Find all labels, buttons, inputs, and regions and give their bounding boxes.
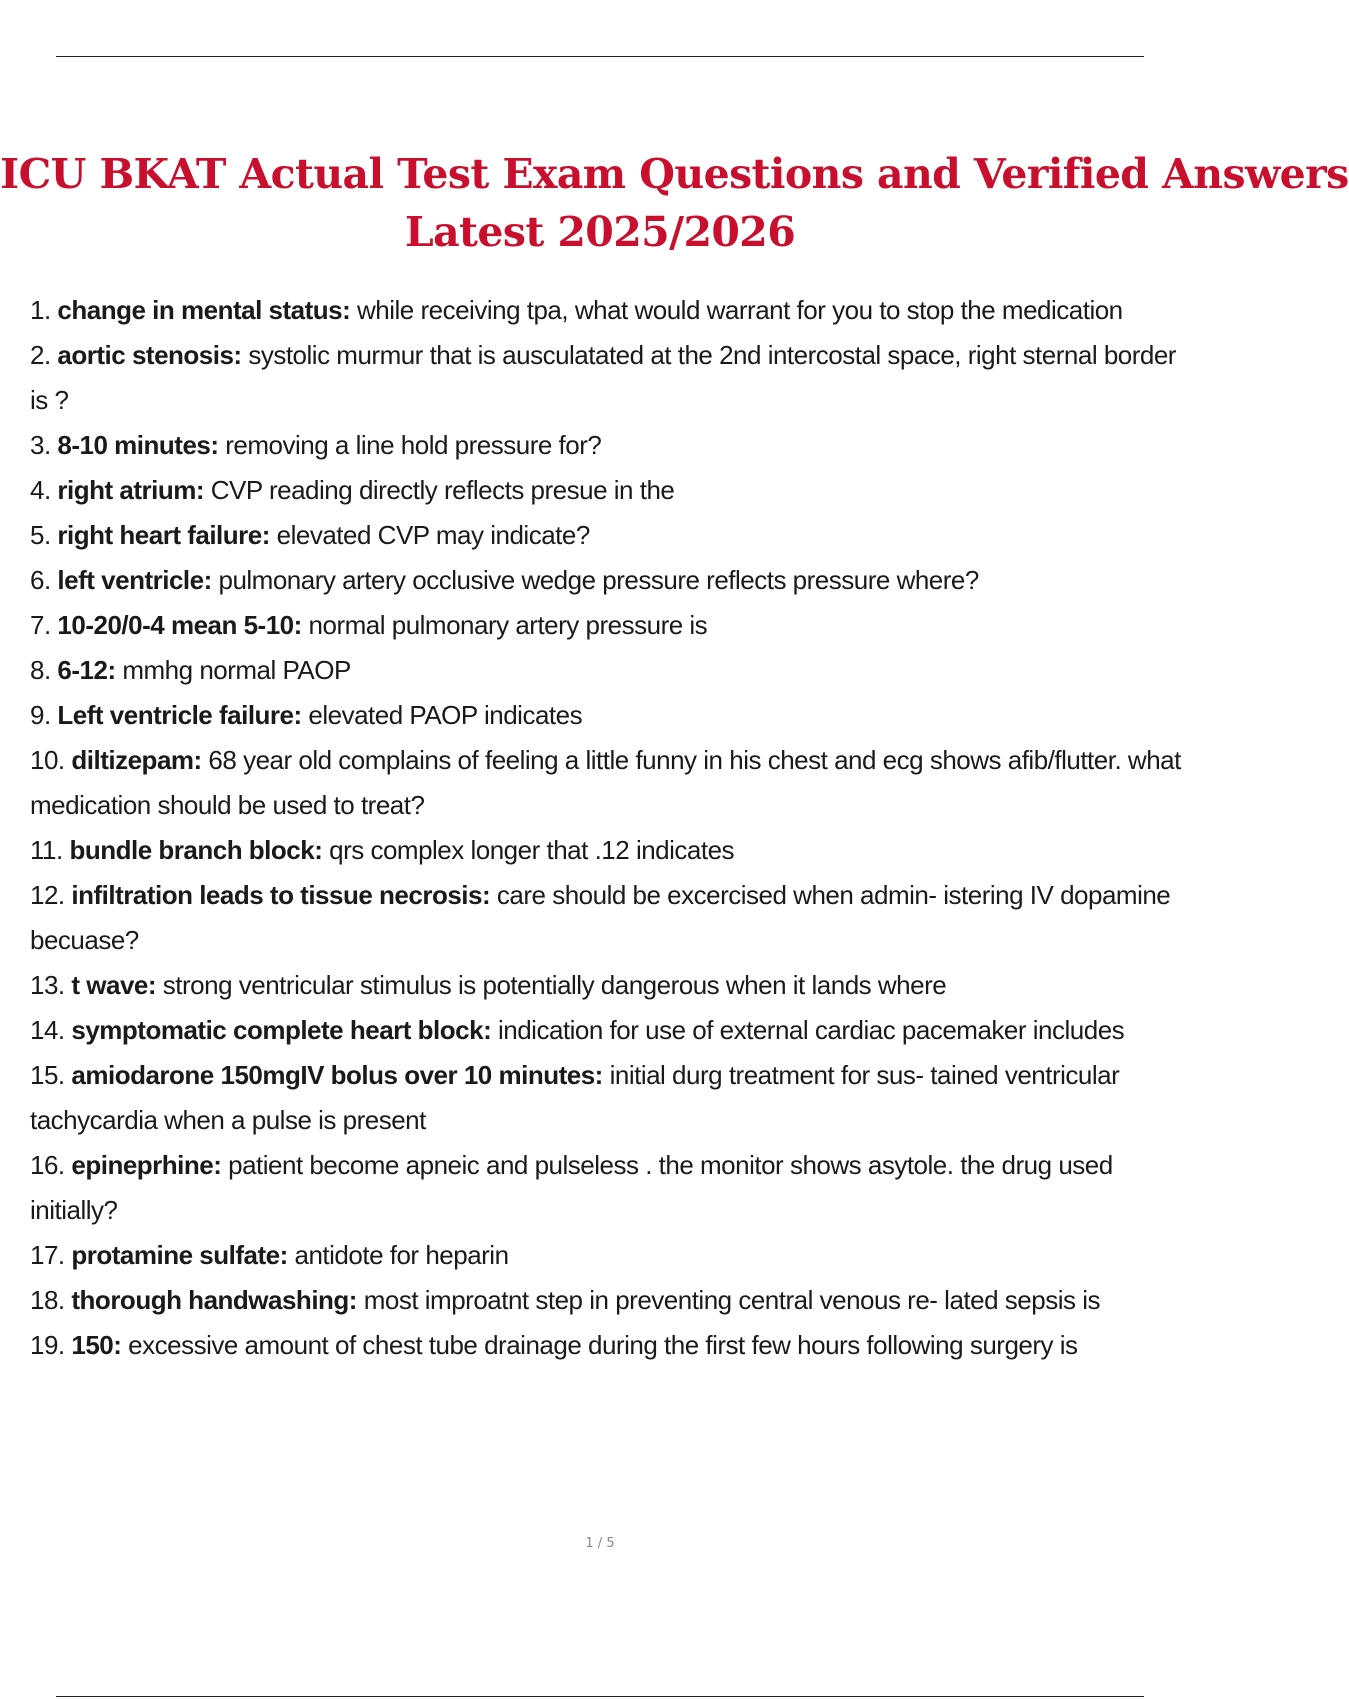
item-term: 8-10 minutes: [57,430,219,460]
list-item [30,1233,1196,1278]
list-item [30,288,1196,333]
item-number: 15. [30,1060,65,1090]
list-item [30,1323,1196,1368]
item-number: 7. [30,610,51,640]
item-text: elevated PAOP indicates [308,700,583,730]
item-term: 6-12: [57,655,116,685]
list-item [30,603,1196,648]
item-number: 3. [30,430,51,460]
item-number: 17. [30,1240,65,1270]
item-text: indication for use of external cardiac pacemaker includes [497,1015,1125,1045]
item-number: 4. [30,475,51,505]
item-number: 16. [30,1150,65,1180]
list-item [30,828,1196,873]
item-text: care should be excercised when admin- istering IV dopamine becuase? [30,880,1171,955]
list-item [30,513,1196,558]
item-number: 14. [30,1015,65,1045]
item-number: 6. [30,565,51,595]
item-text: excessive amount of chest tube drainage during the first few hours following surgery is [128,1330,1078,1360]
item-number: 9. [30,700,51,730]
item-text: 68 year old complains of feeling a little funny in his chest and ecg shows afib/flutter. what medication should be used to treat? [30,745,1181,820]
item-text: initial durg treatment for sus- tained ventricular tachycardia when a pulse is present [30,1060,1120,1135]
item-number: 19. [30,1330,65,1360]
item-term: right heart failure: [57,520,270,550]
item-number: 1. [30,295,51,325]
item-number: 10. [30,745,65,775]
list-item [30,693,1196,738]
item-term: right atrium: [57,475,205,505]
list-item [30,423,1196,468]
item-term: Left ventricle failure: [57,700,302,730]
item-text: strong ventricular stimulus is potentially dangerous when it lands where [162,970,947,1000]
item-text: antidote for heparin [294,1240,509,1270]
question-answer-list [30,288,1196,1368]
item-text: CVP reading directly reflects presue in the [210,475,675,505]
item-text: while receiving tpa, what would warrant for you to stop the medication [357,295,1123,325]
item-term: bundle branch block: [69,835,323,865]
page-indicator: 1 / 5 [585,1536,615,1551]
list-item [30,963,1196,1008]
item-number: 12. [30,880,65,910]
item-number: 13. [30,970,65,1000]
list-item [30,738,1196,828]
item-term: 150: [71,1330,122,1360]
item-term: 10-20/0-4 mean 5-10: [57,610,302,640]
item-text: systolic murmur that is ausculatated at the 2nd intercostal space, right sternal border is ? [30,340,1176,415]
item-text: elevated CVP may indicate? [276,520,590,550]
item-term: aortic stenosis: [57,340,242,370]
bottom-rule [56,1696,1144,1697]
title-line-1: ICU BKAT Actual Test Exam Questions and Verified Answers [0,150,1349,199]
list-item [30,1008,1196,1053]
item-text: qrs complex longer that .12 indicates [329,835,735,865]
item-number: 8. [30,655,51,685]
item-number: 2. [30,340,51,370]
item-term: t wave: [71,970,157,1000]
item-text: most improatnt step in preventing central venous re- lated sepsis is [363,1285,1100,1315]
item-term: thorough handwashing: [71,1285,357,1315]
item-term: diltizepam: [71,745,202,775]
item-text: pulmonary artery occlusive wedge pressure reflects pressure where? [218,565,979,595]
top-rule [56,56,1144,57]
list-item [30,1053,1196,1143]
item-term: change in mental status: [57,295,351,325]
list-item [30,558,1196,603]
item-text: normal pulmonary artery pressure is [308,610,708,640]
item-text: mmhg normal PAOP [122,655,351,685]
list-item [30,333,1196,423]
item-term: amiodarone 150mgIV bolus over 10 minutes: [71,1060,603,1090]
document-title [0,145,1349,261]
list-item [30,1278,1196,1323]
item-term: infiltration leads to tissue necrosis: [71,880,491,910]
title-line-2: Latest 2025/2026 [404,208,796,257]
item-text: removing a line hold pressure for? [225,430,602,460]
item-term: epineprhine: [71,1150,222,1180]
item-term: symptomatic complete heart block: [71,1015,492,1045]
item-text: patient become apneic and pulseless . the monitor shows asytole. the drug used initially? [30,1150,1113,1225]
item-number: 11. [30,835,63,865]
list-item [30,468,1196,513]
item-number: 5. [30,520,51,550]
list-item [30,1143,1196,1233]
item-term: left ventricle: [57,565,212,595]
item-number: 18. [30,1285,65,1315]
list-item [30,648,1196,693]
list-item [30,873,1196,963]
item-term: protamine sulfate: [71,1240,288,1270]
